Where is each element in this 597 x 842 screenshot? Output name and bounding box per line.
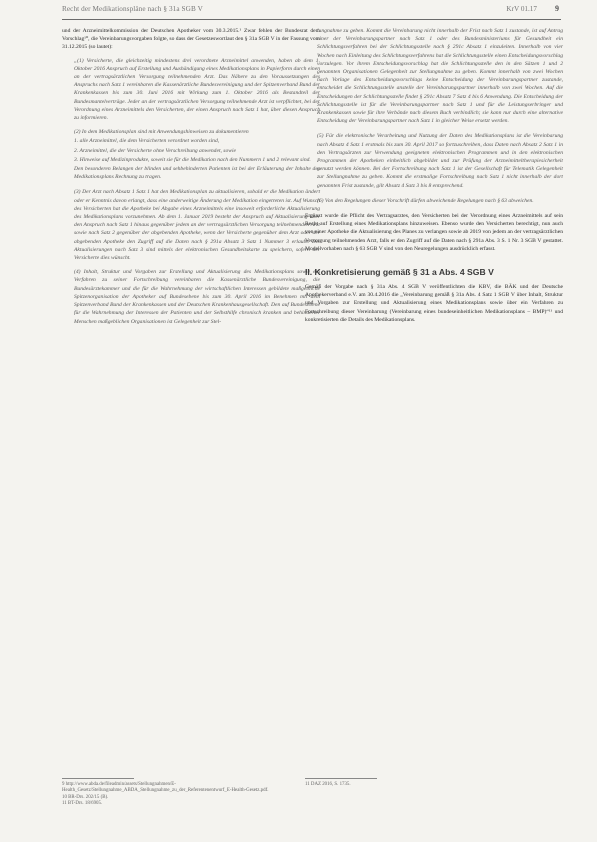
body-paragraph-amendments: Ergänzt wurde die Pflicht des Vertragsarztes, den Versicherten bei der Verordnung eines Arzneimittels auf sein Recht auf Erstellung eines Medikationsplans hinzuweisen. Ebenso wurde den Versicherten berechtigt, nun auch von einer Apotheke die Aktualisierung des Planes zu verlangen sowie ab 2019 von jedem an der vertragsärztlichen Versorgung teilnehmenden Arzt, falls er den Zugriff auf die Daten nach § 291a Abs. 3 S. 1 Nr. 3 SGB V gestattet. Modellvorhaben nach § 63 SGB V sind von den Neuregelungen ausdrücklich erfasst. xyxy=(305,213,563,252)
body-paragraph-concretisation: Gemäß der Vorgabe nach § 31a Abs. 4 SGB V veröffentlichten die KBV, die BÄK und der Deutsche Apothekerverband e.V. am 30.4.2016 die „Vereinbarung gemäß § 31a Abs. 4 Satz 1 SGB V über Inhalt, Struktur und Vorgaben zur Erstellung und Aktualisierung eines Medikationsplans sowie über ein Verfahren zu Fortschreibung dieser Vereinbarung (Vereinbarung eines bundeseinheitlichen Medikationsplans – BMP)“¹¹ und konkretisierten die Details des Medikationsplans. xyxy=(305,284,563,323)
running-header-title: Recht der Medikationspläne nach § 31a SGB V xyxy=(62,5,203,13)
footnote: 11 DAZ 2016, S. 1735. xyxy=(305,782,351,787)
statute-quote-paragraph-4: (4) Inhalt, Struktur und Vorgaben zur Erstellung und Aktualisierung des Medikationsplans sowie ein Verfahren zu seiner Fortschreibung vereinbaren die Kassenärztliche Bundesvereinigung, die Bundesärztekammer und die für die Wahrnehmung der wirtschaftlichen Interessen gebildete maßgebliche Spitzenorganisation der Apotheker auf Bundesebene bis zum 30. April 2016 im Benehmen mit dem Spitzenverband Bund der Krankenkassen und der Deutschen Krankenhausgesellschaft. Den auf Bundesebene für die Wahrnehmung der Interessen der Patienten und der Selbsthilfe chronisch kranken und behinderter Menschen maßgeblichen Organisationen ist Gelegenheit zur Stel- xyxy=(74,269,320,325)
statute-list-item: 3. Hinweise auf Medizinprodukte, soweit sie für die Medikation nach den Nummern 1 und 2 relevant sind. xyxy=(74,156,311,163)
section-heading: II. Konkretisierung gemäß § 31 a Abs. 4 SGB V xyxy=(305,267,494,278)
statute-quote-paragraph-2-tail: Den besonderen Belangen der blinden und sehbehinderten Patienten ist bei der Erläuterung der Inhalte des Medikationsplans Rechnung zu tragen. xyxy=(74,166,320,181)
right-column xyxy=(305,27,563,329)
statute-quote-paragraph-1: „(1) Versicherte, die gleichzeitig mindestens drei verordnete Arzneimittel anwenden, haben ab dem 1. Oktober 2016 Anspruch auf Erstellung und Aushändigung eines Medikationsplans in Papierform durch einen an der vertragsärztlichen Versorgung teilnehmenden Arzt. Das Nähere zu den Voraussetzungen des Anspruchs nach Satz 1 vereinbaren die Kassenärztliche Bundesvereinigung und der Spitzenverband Bund der Krankenkassen bis zum 30. Juni 2016 mit Wirkung zum 1. Oktober 2016 als Bestandteil der Bundesmantelverträge. Jeder an der vertragsärztlichen Versorgung teilnehmende Arzt ist verpflichtet, bei der Verordnung eines Arzneimittels den Versicherten, der einen Anspruch nach Satz 1 hat, über diesen Anspruch zu informieren. xyxy=(74,57,320,122)
statute-quote-paragraph-4-continued: lungnahme zu geben. Kommt die Vereinbarung nicht innerhalb der Frist nach Satz 1 zustande, ist auf Antrag einer der Vereinbarungspartner nach Satz 1 oder des Bundesministeriums für Gesundheit ein Schlichtungsverfahren bei der Schlichtungsstelle nach § 291c Absatz 1 einzuleiten. Innerhalb von vier Wochen nach Einleitung des Schlichtungsverfahrens hat die Schlichtungsstelle einen Entscheidungsvorschlag vorzulegen. Vor ihrem Entscheidungsvorschlag hat die Schlichtungsstelle den in den Sätzen 1 und 2 genannten Organisationen Gelegenheit zur Stellungnahme zu geben. Kommt innerhalb von zwei Wochen nach Vorlage des Entscheidungsvorschlags keine Entscheidung der Vereinbarungspartner zustande, entscheidet die Schlichtungsstelle anstelle der Vereinbarungspartner innerhalb von zwei Wochen. Auf die Entscheidungen der Schlichtungsstelle findet § 291c Absatz 7 Satz 4 bis 6 Anwendung. Die Entscheidung der Schlichtungsstelle ist für die Vereinbarungspartner nach Satz 1 und für die Leistungserbringer und Krankenkassen sowie für ihre Verbände nach diesem Buch verbindlich; sie kann nur durch eine alternative Entscheidung der Vereinbarungspartner nach Satz 1 in gleicher Weise ersetzt werden. xyxy=(317,28,563,125)
statute-quote-paragraph-5: (5) Für die elektronische Verarbeitung und Nutzung der Daten des Medikationsplans ist die Vereinbarung nach Absatz 4 Satz 1 erstmals bis zum 30. April 2017 so fortzuschreiben, dass Daten nach Absatz 2 Satz 1 in den Vertragsärzten zur Verwendung geeigneten elektronischen Programmen und in den elektronischen Programmen der Apotheken einheitlich abgebildet und zur Prüfung der Arzneimitteltherapiesicherheit genutzt werden können. Bei der Fortschreibung nach Satz 1 ist der Gesellschaft für Telematik Gelegenheit zur Stellungnahme zu geben. Kommt die erstmalige Fortschreibung nach Satz 1 nicht innerhalb der dort genannten Frist zustande, gilt Absatz 4 Satz 3 bis 8 entsprechend. xyxy=(317,133,563,189)
footnotes-right xyxy=(305,782,545,788)
statute-quote-paragraph-3: (3) Der Arzt nach Absatz 1 Satz 1 hat den Medikationsplan zu aktualisieren, sobald er die Medikation ändert oder er Kenntnis davon erlangt, dass eine anderweitige Änderung der Medikation eingetreten ist. Auf Wunsch des Versicherten hat die Apotheke bei Abgabe eines Arzneimittels eine insoweit erforderliche Aktualisierung des Medikationsplans vorzunehmen. Ab dem 1. Januar 2019 besteht der Anspruch auf Aktualisierung über den Anspruch nach Satz 1 hinaus gegenüber jedem an der vertragsärztlichen Versorgung teilnehmenden Arzt sowie nach Satz 2 gegenüber der abgebenden Apotheke, wenn der Versicherte gegenüber dem Arzt oder der abgebenden Apotheke den Zugriff auf die Daten nach § 291a Absatz 3 Satz 1 Nummer 3 erlaubt. Die Aktualisierungen nach Satz 3 sind mittels der elektronischen Gesundheitskarte zu speichern, sofern der Versicherte dies wünscht. xyxy=(74,189,320,262)
footnotes-left xyxy=(62,782,302,808)
statute-quote-paragraph-6: (6) Von den Regelungen dieser Vorschrift dürfen abweichende Regelungen nach § 63 abweichen. xyxy=(317,197,534,204)
page-number: 9 xyxy=(555,4,559,13)
footnote-divider-right xyxy=(305,778,377,779)
footnote: 10 BR-Drs. 202/15 (B). xyxy=(62,794,109,800)
statute-list-item: 2. Arzneimittel, die der Versicherte ohne Verschreibung anwendet, sowie xyxy=(74,147,237,154)
running-header-journal: KrV 01.17 xyxy=(506,5,537,13)
statute-list-item: 1. alle Arzneimittel, die dem Versicherten verordnet worden sind, xyxy=(74,138,220,145)
intro-paragraph: und der Arzneimittelkommission der Deutschen Apotheker vom 30.3.2015.¹ Zwar fehlen der Bundesrat dem Vorschlag¹⁰, die Vereinbarungsvorgaben folgte, so dass der Gesetzeswortlaut den § 31a SGB V in der Fassung vom 31.12.2015 (so lautet): xyxy=(62,28,320,51)
left-column xyxy=(62,27,320,332)
footnote: 11 BT-Drs. 18/6905. xyxy=(62,801,103,807)
footnote: 9 http://www.abda.de/fileadmin/assets/Stellungnahmen/E-Health_Gesetz/Stellungnahme_ABDA_Stellungnahme_zu_der_Referentenentwurf_E-Health-Gesetz.pdf. xyxy=(62,782,269,794)
header-divider xyxy=(62,19,561,20)
footnote-divider-left xyxy=(62,778,134,779)
statute-quote-paragraph-2-lead: (2) In dem Medikationsplan sind mit Anwendungshinweisen zu dokumentieren xyxy=(74,129,249,136)
